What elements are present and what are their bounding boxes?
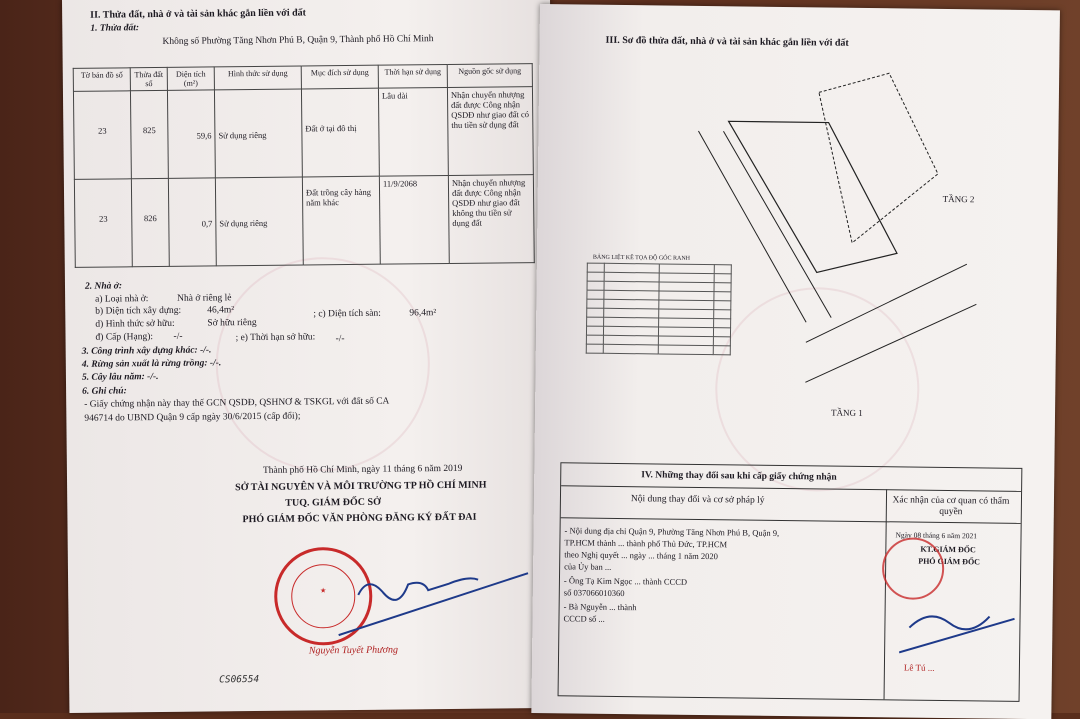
note-line: - Giấy chứng nhận này thay thế GCN QSDĐ, QSHNƠ & TSKGL với đất số CA: [84, 396, 390, 410]
parcel-diagram: [675, 61, 1009, 425]
land-table: [73, 63, 535, 268]
term-label: ; e) Thời hạn sở hữu:: [235, 332, 316, 344]
serial-number: CS06554: [219, 673, 260, 686]
grade-label: đ) Cấp (Hạng):: [95, 332, 154, 343]
right-page: [531, 4, 1060, 719]
section-header: II. Thửa đất, nhà ở và tài sản khác gắn liền với đất: [90, 7, 307, 21]
issuer-org: SỞ TÀI NGUYÊN VÀ MÔI TRƯỜNG TP HỒ CHÍ MINH: [235, 479, 487, 494]
cell-purpose: Đất trồng cây hàng năm khác: [302, 176, 380, 265]
built-area-value: 46,4m²: [207, 305, 235, 316]
change-line: số 037066010360: [563, 587, 625, 599]
house-type-value: Nhà ở riêng lẻ: [177, 293, 232, 304]
issuer-role: PHÓ GIÁM ĐỐC VĂN PHÒNG ĐĂNG KÝ ĐẤT ĐAI: [242, 511, 477, 526]
cell-form: Sử dụng riêng: [215, 177, 303, 266]
confirm-role: PHÓ GIÁM ĐỐC: [918, 556, 981, 567]
cell-area: 0,7: [168, 178, 216, 266]
other-construction: 3. Công trình xây dựng khác: -/-.: [81, 345, 212, 357]
col-header: Mục đích sử dụng: [301, 65, 378, 89]
cell-term: Lâu dài: [378, 87, 448, 176]
floor-area-value: 96,4m²: [409, 308, 437, 319]
floor-area-label: ; c) Diện tích sàn:: [313, 308, 381, 320]
land-heading: 1. Thửa đất:: [90, 23, 140, 34]
col-header: Thời hạn sử dụng: [378, 64, 447, 88]
house-heading: 2. Nhà ở:: [84, 281, 123, 292]
col-header: Tờ bản đồ số: [73, 68, 130, 92]
issue-place-date: Thành phố Hồ Chí Minh, ngày 11 tháng 6 năm 2019: [262, 463, 463, 476]
watermark-emblem: [215, 256, 431, 472]
built-area-label: b) Diện tích xây dựng:: [95, 305, 182, 317]
floor-2-label: TẦNG 2: [942, 193, 975, 205]
changes-header: IV. Những thay đổi sau khi cấp giấy chứng nhận: [641, 470, 837, 483]
changes-col-header: Nội dung thay đổi và cơ sở pháp lý: [630, 494, 765, 506]
col-header: Hình thức sử dụng: [214, 66, 301, 90]
table-row: [73, 87, 533, 180]
change-line: theo Nghị quyết ... ngày ... tháng 1 năm 2020: [564, 549, 719, 562]
cell-origin: Nhận chuyển nhượng đất được Công nhận QSDĐ như giao đất có thu tiền sử dụng đất: [447, 87, 533, 176]
change-line: - Nội dung địa chỉ Quận 9, Phường Tăng Nhơn Phú B, Quận 9,: [564, 525, 780, 538]
signer-name: Nguyễn Tuyết Phương: [308, 644, 399, 657]
cell-area: 59,6: [167, 90, 215, 178]
term-value: -/-: [335, 334, 345, 345]
cell-parcel: 825: [130, 90, 168, 178]
changes-box: [558, 462, 1023, 702]
section-header: III. Sơ đồ thửa đất, nhà ở và tài sản khác gắn liền với đất: [605, 34, 849, 49]
cell-origin: Nhận chuyển nhượng đất được Công nhận QSDĐ như giao đất không thu tiền sử dụng đất: [448, 175, 534, 264]
official-red-seal: ★: [274, 547, 373, 646]
production-forest: 4. Rừng sản xuất là rừng trồng: -/-.: [81, 358, 222, 370]
change-line: của Ủy ban ...: [564, 561, 612, 572]
confirm-name: Lê Tú ...: [903, 662, 935, 673]
note-line: 946714 do UBND Quận 9 cấp ngày 30/6/2015 (cấp đổi);: [84, 411, 301, 424]
grade-value: -/-: [173, 331, 183, 342]
house-type-label: a) Loại nhà ở:: [95, 294, 149, 305]
cell-sheet: 23: [73, 91, 131, 180]
issuer-role: TUQ. GIÁM ĐỐC SỞ: [285, 496, 381, 509]
cell-purpose: Đất ở tại đô thị: [301, 88, 379, 177]
coordinate-table: [586, 263, 732, 356]
signature: [328, 553, 539, 645]
cell-form: Sử dụng riêng: [214, 89, 302, 178]
ownership-value: Sở hữu riêng: [207, 317, 257, 329]
coord-table-title: BẢNG LIỆT KÊ TỌA ĐỘ GÓC RANH: [592, 254, 691, 262]
confirm-date: Ngày 08 tháng 6 năm 2021: [895, 530, 978, 541]
change-line: TP.HCM thành ... thành phố Thủ Đức, TP.HCM: [564, 537, 728, 550]
change-line: - Ông Tạ Kim Ngọc ... thành CCCD: [563, 575, 688, 587]
cell-sheet: 23: [74, 179, 132, 268]
confirm-col-header: Xác nhận của cơ quan có thẩm quyền: [892, 495, 1010, 518]
cell-term: 11/9/2068: [379, 175, 449, 264]
owner-address: Không số Phường Tăng Nhơn Phú B, Quận 9, Thành phố Hồ Chí Minh: [162, 34, 434, 47]
change-line: - Bà Nguyễn ... thành: [563, 601, 637, 613]
confirm-role: KT.GIÁM ĐỐC: [920, 544, 976, 555]
ownership-label: d) Hình thức sở hữu:: [95, 318, 175, 330]
confirm-signature: [899, 587, 1020, 658]
table-row: [74, 175, 534, 268]
notes-heading: 6. Ghi chú:: [82, 386, 127, 397]
change-line: CCCD số ...: [563, 613, 605, 624]
left-page: [62, 0, 557, 713]
col-header: Thửa đất số: [130, 67, 167, 90]
col-header: Diện tích (m²): [167, 67, 214, 90]
floor-1-label: TẦNG 1: [830, 407, 863, 418]
col-header: Nguồn gốc sử dụng: [447, 64, 532, 88]
cell-parcel: 826: [131, 178, 169, 266]
perennial-trees: 5. Cây lâu năm: -/-.: [81, 372, 159, 383]
